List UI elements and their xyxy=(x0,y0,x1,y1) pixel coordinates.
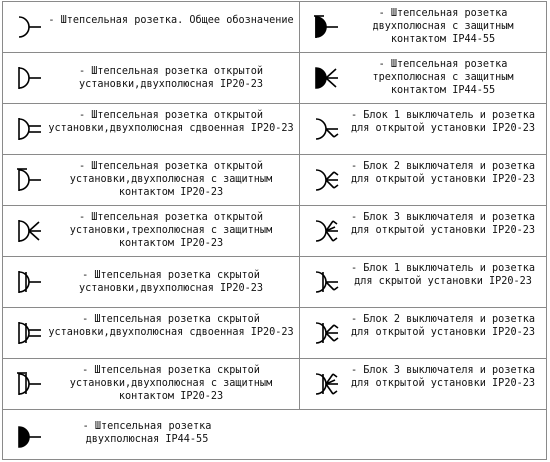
symbol-description: - Штепсельная розетка трехполюсная с защитным контактом IP44-55 xyxy=(372,59,514,96)
table-row xyxy=(3,308,300,359)
symbols-table xyxy=(2,1,547,460)
symbol-description: - Штепсельная розетка открытой установки,трехполюсная с защитным контактом IP20-23 xyxy=(69,212,273,249)
symbol-description: - Штепсельная розетка открытой установки,двухполюсная IP20-23 xyxy=(78,66,263,90)
switch-1-socket-hidden-icon xyxy=(310,267,340,297)
symbol-description: - Штепсельная розетка скрытой установки,двухполюсная с защитным контактом IP20-23 xyxy=(69,365,273,402)
symbol-description: - Штепсельная розетка двухполюсная IP44-55 xyxy=(82,421,212,445)
socket-hidden-2pole-ground-icon xyxy=(13,369,43,399)
table-row xyxy=(300,308,546,359)
table-row xyxy=(300,206,546,257)
table-row xyxy=(300,2,546,53)
table-row xyxy=(3,104,300,155)
socket-open-2pole-ground-icon xyxy=(13,165,43,195)
symbol-description: - Блок 1 выключатель и розетка для скрытой установки IP20-23 xyxy=(350,263,535,287)
symbol-description: - Штепсельная розетка скрытой установки,двухполюсная IP20-23 xyxy=(78,270,263,294)
table-row xyxy=(300,155,546,206)
symbol-description: - Штепсельная розетка открытой установки,двухполюсная сдвоенная IP20-23 xyxy=(48,110,294,134)
socket-2pole-ground-ip44-icon xyxy=(310,12,340,42)
symbol-description: - Штепсельная розетка. Общее обозначение xyxy=(48,15,294,26)
socket-open-2pole-icon xyxy=(13,63,43,93)
socket-general-symbol-icon xyxy=(13,12,43,42)
switch-2-socket-open-icon xyxy=(310,165,340,195)
table-row xyxy=(300,53,546,104)
switch-3-socket-open-icon xyxy=(310,216,340,246)
symbol-description: - Блок 3 выключателя и розетка для открытой установки IP20-23 xyxy=(350,365,535,389)
table-row xyxy=(3,410,546,459)
table-row xyxy=(3,53,300,104)
socket-open-2pole-double-icon xyxy=(13,114,43,144)
symbol-description: - Штепсельная розетка открытой установки,двухполюсная с защитным контактом IP20-23 xyxy=(69,161,273,198)
socket-open-3pole-ground-icon xyxy=(13,216,43,246)
table-row xyxy=(3,359,300,410)
symbol-description: - Штепсельная розетка двухполюсная с защитным контактом IP44-55 xyxy=(372,8,514,45)
socket-hidden-2pole-double-icon xyxy=(13,318,43,348)
symbol-description: - Штепсельная розетка скрытой установки,двухполюсная сдвоенная IP20-23 xyxy=(48,314,294,338)
symbol-description: - Блок 1 выключатель и розетка для открытой установки IP20-23 xyxy=(350,110,535,134)
table-row xyxy=(300,104,546,155)
symbol-description: - Блок 2 выключателя и розетка для открытой установки IP20-23 xyxy=(350,314,535,338)
socket-hidden-2pole-icon xyxy=(13,267,43,297)
switch-1-socket-open-icon xyxy=(310,114,340,144)
socket-2pole-ip44-icon xyxy=(13,422,43,452)
table-row xyxy=(3,155,300,206)
symbol-description: - Блок 3 выключателя и розетка для открытой установки IP20-23 xyxy=(350,212,535,236)
table-row xyxy=(3,206,300,257)
table-row xyxy=(3,2,300,53)
socket-3pole-ground-ip44-icon xyxy=(310,63,340,93)
switch-2-socket-hidden-icon xyxy=(310,318,340,348)
table-row xyxy=(3,257,300,308)
switch-3-socket-hidden-icon xyxy=(310,369,340,399)
symbol-description: - Блок 2 выключателя и розетка для открытой установки IP20-23 xyxy=(350,161,535,185)
table-row xyxy=(300,359,546,410)
table-row xyxy=(300,257,546,308)
